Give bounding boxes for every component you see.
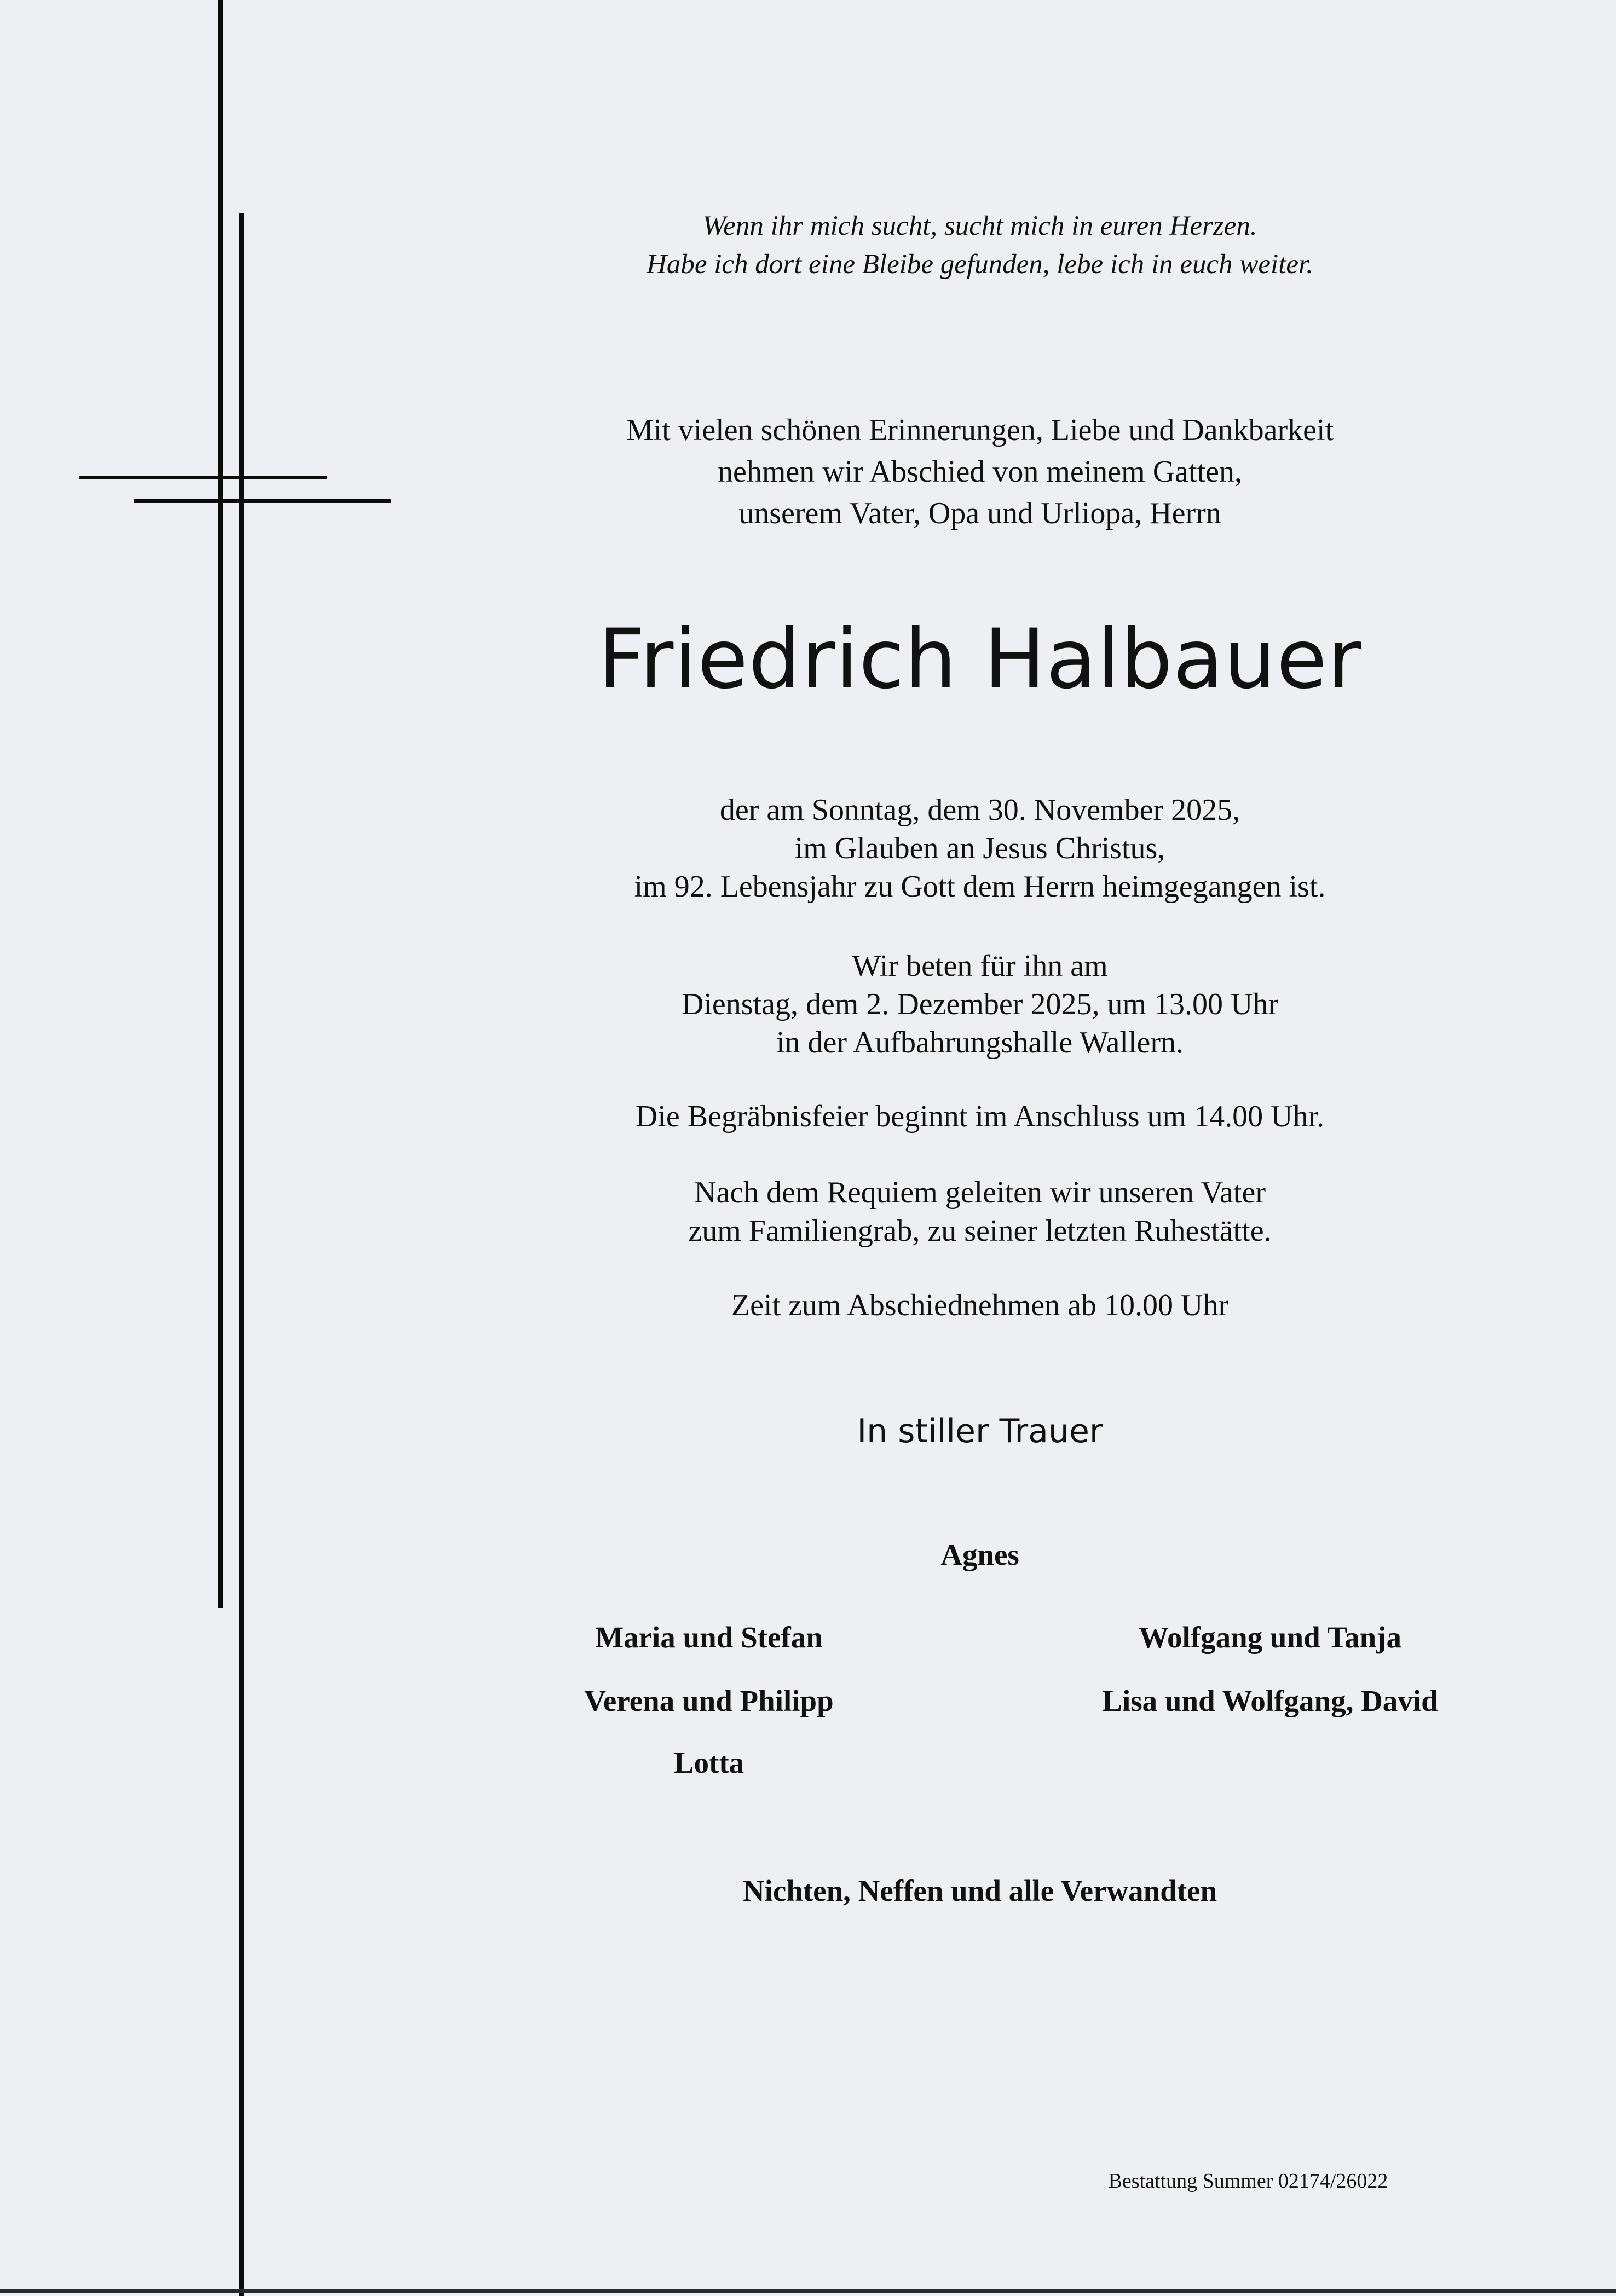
intro-text [569, 409, 1390, 534]
intro-line: nehmen wir Abschied von meinem Gatten, [718, 455, 1242, 489]
cross-vertical-line-left [218, 0, 223, 1608]
prayer-line: Dienstag, dem 2. Dezember 2025, um 13.00 Uhr [681, 987, 1279, 1021]
deceased-name: Friedrich Halbauer [598, 612, 1362, 707]
death-notice [569, 791, 1390, 906]
motto [569, 207, 1390, 284]
prayer-info [569, 947, 1390, 1062]
motto-line: Habe ich dort eine Bleibe gefunden, lebe ich in euch weiter. [647, 249, 1313, 280]
funeral-info: Die Begräbnisfeier beginnt im Anschluss um 14.00 Uhr. [635, 1100, 1325, 1133]
cross-horizontal-line-top [79, 476, 327, 479]
death-notice-line: im Glauben an Jesus Christus, [794, 831, 1165, 865]
mourning-label: In stiller Trauer [857, 1412, 1103, 1450]
requiem-info [569, 1173, 1390, 1250]
mourner-relatives: Nichten, Neffen und alle Verwandten [742, 1874, 1217, 1907]
prayer-line: Wir beten für ihn am [852, 949, 1108, 983]
mourner-left: Maria und Stefan [595, 1621, 823, 1654]
prayer-line: in der Aufbahrungshalle Wallern. [776, 1026, 1184, 1060]
intro-line: Mit vielen schönen Erinnerungen, Liebe und Dankbarkeit [626, 413, 1334, 447]
cross-vertical-line-right [239, 213, 244, 2296]
bottom-border-line [0, 2289, 1616, 2293]
motto-line: Wenn ihr mich sucht, sucht mich in euren Herzen. [702, 211, 1257, 241]
death-notice-line: der am Sonntag, dem 30. November 2025, [719, 793, 1240, 827]
intro-line: unserem Vater, Opa und Urliopa, Herrn [738, 496, 1221, 530]
mourner-widow: Agnes [940, 1538, 1019, 1571]
mourner-left: Verena und Philipp [584, 1684, 834, 1717]
cross-horizontal-line-bottom [134, 499, 391, 503]
mourner-left: Lotta [673, 1746, 744, 1779]
death-notice-line: im 92. Lebensjahr zu Gott dem Herrn heimgegangen ist. [634, 870, 1326, 904]
viewing-info: Zeit zum Abschiednehmen ab 10.00 Uhr [731, 1288, 1229, 1322]
requiem-line: zum Familiengrab, zu seiner letzten Ruhestätte. [688, 1214, 1272, 1248]
mourner-right: Lisa und Wolfgang, David [1102, 1684, 1438, 1717]
undertaker-contact: Bestattung Summer 02174/26022 [1108, 2170, 1388, 2193]
requiem-line: Nach dem Requiem geleiten wir unseren Vater [694, 1176, 1266, 1210]
mourner-right: Wolfgang und Tanja [1139, 1621, 1401, 1654]
